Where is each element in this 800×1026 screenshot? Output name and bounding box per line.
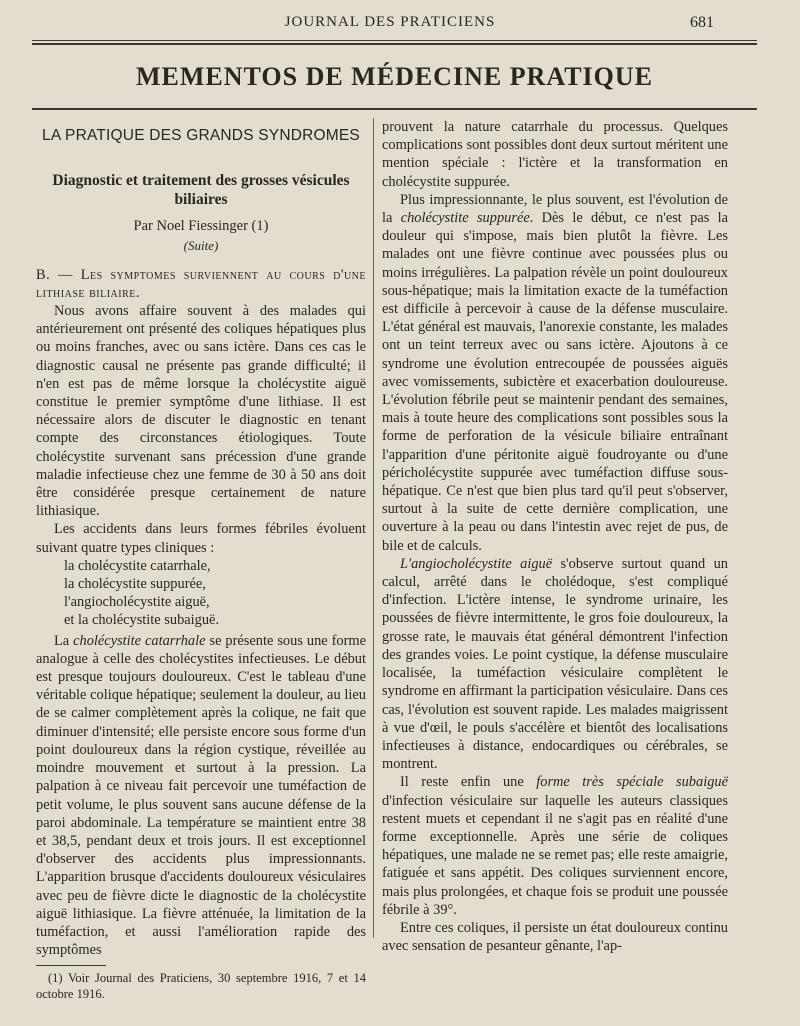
header-rule [32, 40, 757, 41]
emphasis: cholécystite catarrhale [73, 632, 206, 649]
paragraph [382, 191, 728, 555]
paragraph: Entre ces coliques, il persiste un état douloureux continu avec sensation de pesanteur gênante, l'ap- [382, 919, 728, 955]
list-item: la cholécystite catarrhale, [64, 557, 211, 574]
right-column [382, 118, 728, 955]
suite-label: (Suite) [183, 238, 219, 254]
emphasis: L'angiocholécystite aiguë [400, 555, 553, 572]
running-head: JOURNAL DES PRATICIENS [284, 14, 496, 30]
list-item: l'angiocholécystite aiguë, [64, 594, 210, 611]
paragraph [382, 773, 728, 919]
paragraph: prouvent la nature catarrhale du processus. Quelques complications sont possibles dont deux surtout méritent une mention spéciale : l'ictère et la transformation en cholécystite suppurée. [382, 119, 728, 190]
emphasis: cholécystite suppurée [400, 210, 530, 227]
text-run: se présente sous une forme analogue à celle des cholécystites infectieuses. Le début est presque toujours douloureux. C'est le tableau d'une véritable colique hépatique; seulement la douleur, au lieu de se calmer complètement après la colique, ne fait que diminuer d'intensité; elle persiste encore sous forme d'un point douloureux dans la région cystique, réveillée au moindre mouvement et surtout à la pression. La palpation à ce niveau fait percevoir une tuméfaction de petit volume, le plus souvent sans aucune défense de la paroi abdominale. La température se maintient entre 38 et 38,5, pendant deux et trois jours. Il est exceptionnel d'observer des accidents plus impressionnants. L'apparition brusque d'accidents douloureux vésiculaires avec peu de fièvre dicte le diagnostic de la cholécystite aiguë lithiasique. La fièvre atténuée, la limitation de la tuméfaction, et aussi l'amélioration rapide des symptômes [36, 632, 366, 959]
section-title: MEMENTOS DE MÉDECINE PRATIQUE [135, 62, 654, 91]
text-run: s'observe surtout quand un calcul, arrêté dans le cholédoque, s'est compliqué d'infection. L'ictère intense, le syndrome urinaire, les poussées de fièvre intermittente, le gros foie douloureux, la grosse rate, le mauvais état général démontrent l'infection des grandes voies. Le point cystique, la défense musculaire localisée, la tuméfaction vésiculaire complètent le syndrome en affirmant la participation vésiculaire. Dans ces cas, l'évolution est souvent rapide. Les malades maigrissent à vue d'œil, le pouls s'accélère et bientôt des localisations infectieuses à distance, endocardiques ou cérébrales, se montrent. [382, 555, 728, 773]
rubric-heading: LA PRATIQUE DES GRANDS SYNDROMES [42, 127, 360, 144]
left-column [36, 118, 366, 1002]
footnote: (1) Voir Journal des Praticiens, 30 septembre 1916, 7 et 14 octobre 1916. [36, 971, 366, 1002]
emphasis: forme très spéciale subaiguë [536, 774, 728, 791]
header-rule-thick [32, 43, 757, 45]
section-rule [32, 108, 757, 110]
text-run: Il reste enfin une [400, 774, 537, 791]
paragraph [382, 555, 728, 773]
clinical-types-list [64, 557, 366, 630]
text-run: . Dès le début, ce n'est pas la douleur qui s'impose, mais bien plutôt la fièvre. Les malades ont une fièvre continue avec poussées plus ou moins irrégulières. La palpation révèle un point douloureux sous-hépatique; mais la limitation exacte de la tuméfaction est difficile à percevoir à cause de la défense musculaire. L'état général est mauvais, l'anorexie constante, les malades ont un teint terreux avec ou sans ictère. Ajoutons à ce syndrome une évolution entrecoupée de poussées aiguës avec vomissements, subictère et exacerbation douloureuse. L'évolution fébrile peut se maintenir pendant des semaines, mais à toute heure des complications sont possibles sous la forme de perforation de la vésicule biliaire entraînant l'apparition d'une péritonite aiguë foudroyante ou d'une péricholécystite suppurée avec tuméfaction diffuse sous-hépatique. Ce n'est que bien plus tard qu'il peut s'observer, surtout à la suite de cette dernière complication, une ouverture à la peau ou dans l'intestin avec rejet de pus, de bile et de calculs. [382, 210, 729, 554]
article-title: Diagnostic et traitement des grosses vésicules biliaires [52, 172, 350, 209]
subheading: B. — Les symptomes surviennent au cours d'une lithiase biliaire. [36, 266, 366, 301]
list-item: la cholécystite suppurée, [64, 576, 206, 593]
list-item: et la cholécystite subaiguë. [64, 612, 220, 629]
byline: Par Noel Fiessinger (1) [133, 218, 269, 235]
column-divider [373, 118, 374, 938]
text-run: d'infection vésiculaire sur laquelle les auteurs classiques restent muets et cependant il ne s'agit pas en réalité d'une forme exceptionnelle. Après une série de coliques hépatiques, une malade ne se remet pas; elle reste amaigrie, fatiguée et sans appétit. Des coliques surviennent encore, mais plus prolongées, et chaque fois se produit une poussée fébrile à 39°. [382, 792, 728, 918]
text-run: La [54, 632, 74, 649]
text-run: Plus impressionnante, le plus souvent, est l'évolution de la [382, 191, 728, 227]
paragraph [36, 632, 366, 960]
footnote-rule [36, 965, 106, 966]
paragraph: Nous avons affaire souvent à des malades qui antérieurement ont présenté des coliques hépatiques plus ou moins franches, avec ou sans ictère. Dans ces cas le diagnostic causal ne présente pas grande difficulté; il n'en est pas de même lorsque la cholécystite aiguë constitue le premier symptôme d'une lithiase. Il est nécessaire alors de discuter le diagnostic en tenant compte des circonstances étiologiques. Toute cholécystite survenant sans précession d'une grande maladie infectieuse chez une femme de 30 à 50 ans doit être considérée presque certainement de nature lithiasique. [36, 303, 366, 520]
page-number: 681 [690, 14, 714, 31]
paragraph: Les accidents dans leurs formes fébriles évoluent suivant quatre types cliniques : [36, 521, 366, 556]
